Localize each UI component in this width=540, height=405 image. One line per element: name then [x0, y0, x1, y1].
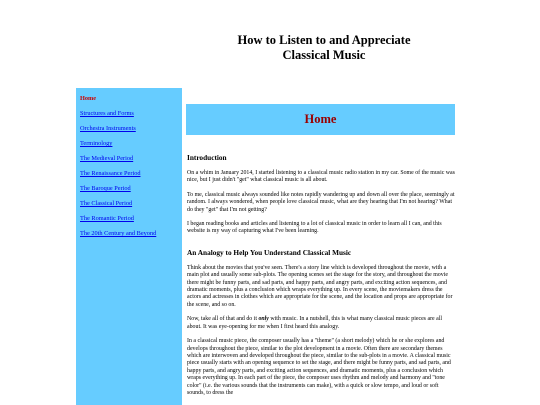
analogy-heading: An Analogy to Help You Understand Classical Music [187, 247, 352, 257]
analogy-paragraph-2 [187, 316, 457, 331]
main-content-area [182, 88, 540, 405]
sidebar-item-medieval-period[interactable]: The Medieval Period [80, 155, 134, 162]
intro-paragraph-1: On a whim in January 2014, I started listening to a classical music radio station in my car. Some of the music was nice, but I just didn't "get" what classical music is all about. [187, 170, 455, 184]
intro-heading: Introduction [187, 153, 227, 162]
sidebar-item-terminology[interactable]: Terminology [80, 140, 113, 147]
page-title: Home [304, 112, 337, 126]
page-title-banner [186, 104, 455, 135]
analogy-paragraph-1: Think about the movies that you've seen. There's a story line which is developed throughout the movie, with a main plot and usually some sub-plots. The opening scenes set the stage for the story, and throughout the movie there might be funny parts, and sad parts, and happy parts, and angry parts, and exciting action sequences, and dramatic moments, plus a conclusion which wraps everything up. In every scene, the moviemakers dress the actors and actresses in clothes which are appropriate for the scene, and the location and props are appropriate for the scene, and so on. [187, 264, 453, 308]
sidebar-nav [80, 95, 156, 245]
analogy-p2-emphasis: only [258, 316, 269, 323]
sidebar-item-romantic-period[interactable]: The Romantic Period [80, 215, 134, 222]
analogy-p2-after: with music. In a nutshell, this is what many classical music pieces are all about. It was eye-opening for me when I first heard this analogy. [187, 316, 442, 330]
intro-paragraph-3: I began reading books and articles and listening to a lot of classical music in order to learn all I can, and this website is my way of capturing what I've been learning. [187, 221, 442, 235]
sidebar-item-baroque-period[interactable]: The Baroque Period [80, 185, 131, 192]
analogy-p2-before: Now, take all of that and do it [187, 316, 259, 323]
sidebar-item-structures-and-forms[interactable]: Structures and Forms [80, 110, 134, 117]
site-title-line-1: How to Listen to and Appreciate [237, 33, 411, 47]
intro-paragraph-2: To me, classical music always sounded like notes rapidly wandering up and down all over the place, seemingly at random. I always wondered, when people love classical music, what are they hearing that I'm not hearing? What do they "get" that I'm not getting? [187, 191, 455, 213]
sidebar-item-renaissance-period[interactable]: The Renaissance Period [80, 170, 141, 177]
analogy-paragraph-3: In a classical music piece, the composer usually has a "theme" (a short melody) which he or she explores and develops throughout the piece, similar to the plot development in a movie. Often there are secondary themes which are interwoven and developed throughout the piece, similar to the sub-plots in a movie. A classical music piece usually starts with an opening sequence to set the stage, and there might be funny parts, and sad parts, and happy parts, and angry parts, and exciting action sequences, and dramatic moments, plus a conclusion which wraps everything up. In each part of the piece, the composer uses rhythm and melody and harmony and "tone color" (i.e. the various sounds that the instruments can make), with a quick or slow tempo, and loud or soft sounds, to dress the [187, 338, 451, 396]
site-title [0, 33, 540, 73]
article-body [187, 153, 457, 404]
sidebar-item-home[interactable]: Home [80, 95, 97, 102]
sidebar-item-classical-period[interactable]: The Classical Period [80, 200, 133, 207]
sidebar [76, 88, 182, 405]
site-title-line-2: Classical Music [282, 48, 366, 62]
sidebar-item-orchestra-instruments[interactable]: Orchestra Instruments [80, 125, 136, 132]
sidebar-item-20th-century[interactable]: The 20th Century and Beyond [80, 230, 157, 237]
